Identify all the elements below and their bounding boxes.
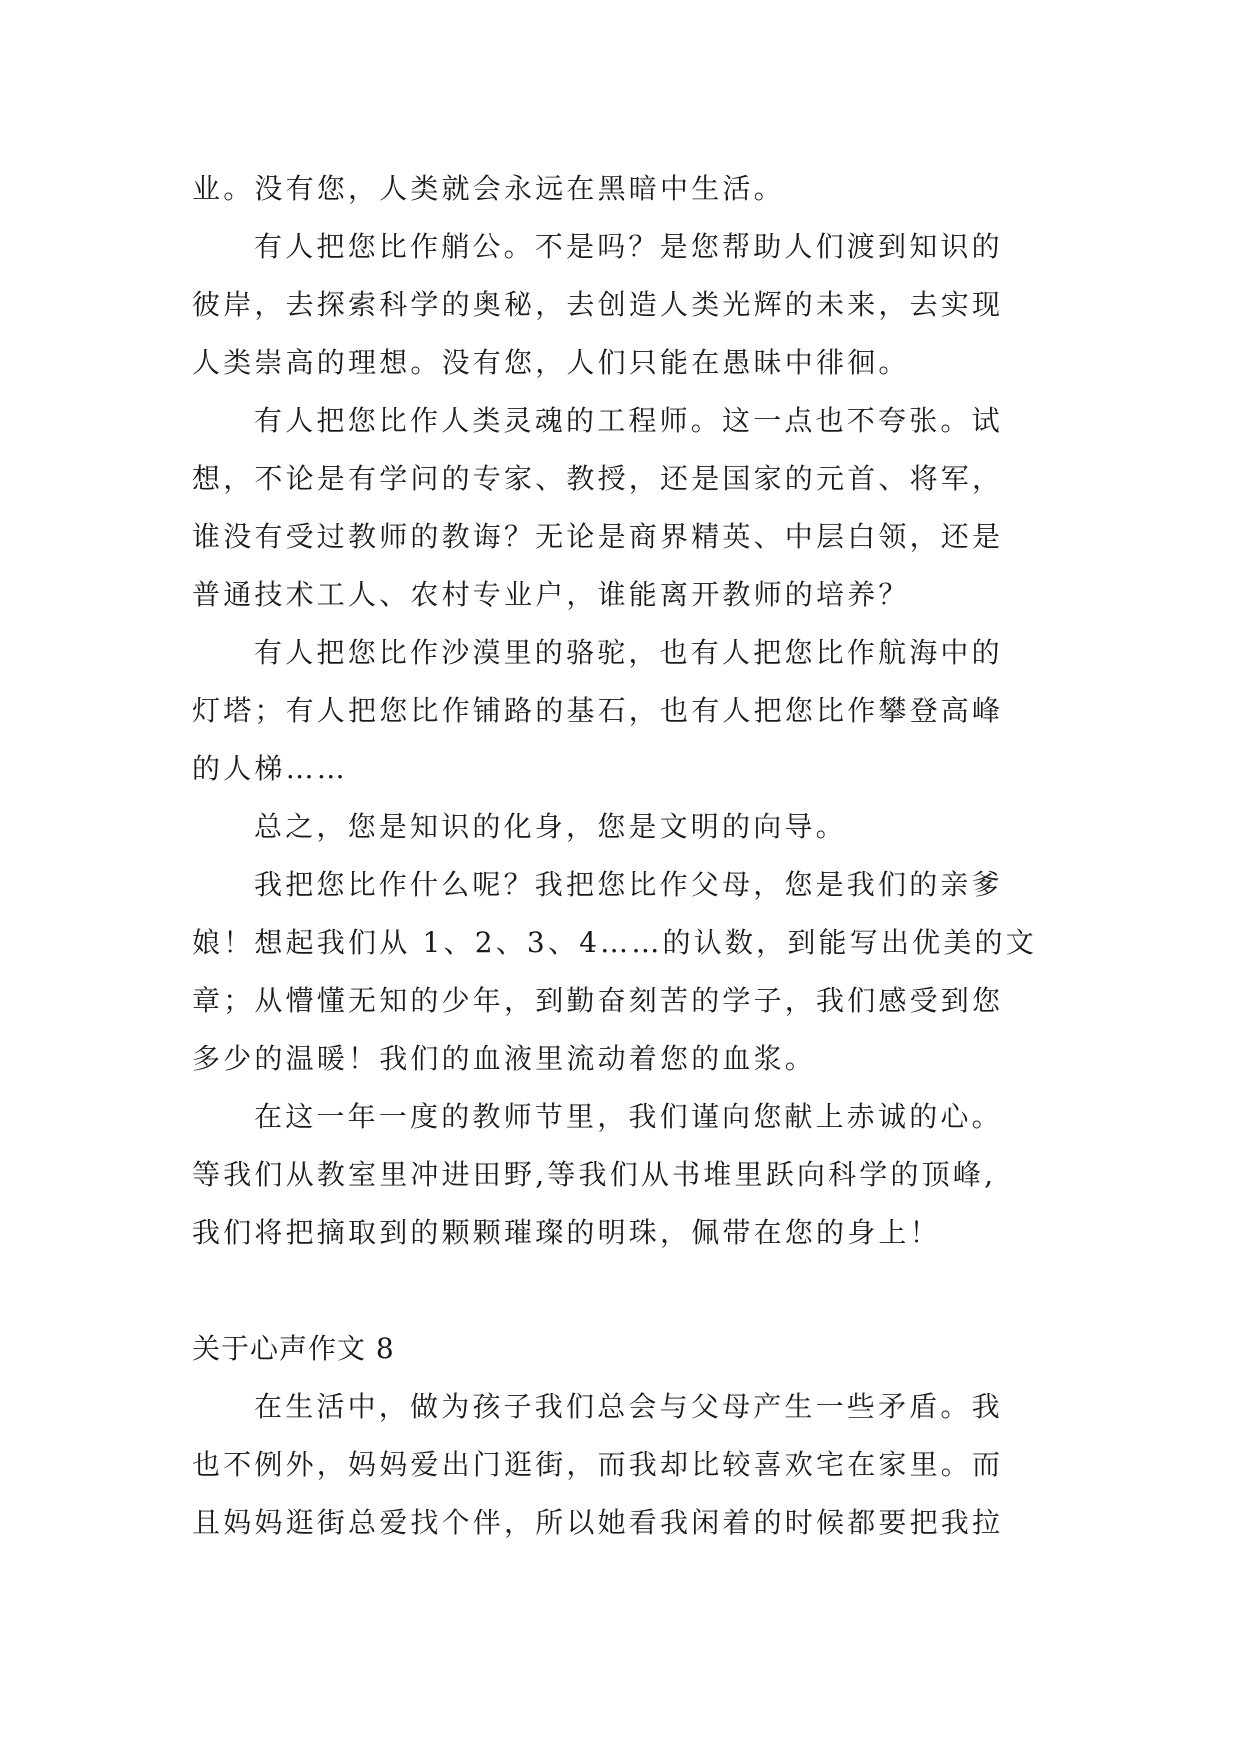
section-title: 关于心声作文 8 — [192, 1332, 395, 1365]
text-line: 想，不论是有学问的专家、教授，还是国家的元首、将军， — [192, 462, 1004, 495]
spacer — [192, 1262, 1072, 1320]
paragraph-teachers-day — [192, 1088, 1072, 1262]
paragraph-engineer — [192, 392, 1072, 624]
text-line: 在这一年一度的教师节里，我们谨向您献上赤诚的心。 — [254, 1100, 1003, 1133]
text-line: 多少的温暖！我们的血液里流动着您的血浆。 — [192, 1042, 817, 1075]
text-line: 有人把您比作沙漠里的骆驼，也有人把您比作航海中的 — [254, 636, 1003, 669]
text-line: 等我们从教室里冲进田野,等我们从书堆里跃向科学的顶峰, — [192, 1158, 997, 1191]
paragraph-summary — [192, 798, 1072, 856]
text-line: 我把您比作什么呢？我把您比作父母，您是我们的亲爹 — [254, 868, 1003, 901]
paragraph-camel — [192, 624, 1072, 798]
text-line: 有人把您比作人类灵魂的工程师。这一点也不夸张。试 — [254, 404, 1003, 437]
text-line: 普通技术工人、农村专业户，谁能离开教师的培养？ — [192, 578, 910, 611]
text-line: 谁没有受过教师的教诲？无论是商界精英、中层白领，还是 — [192, 520, 1004, 553]
text-line: 总之，您是知识的化身，您是文明的向导。 — [254, 810, 847, 843]
paragraph-parents — [192, 856, 1072, 1088]
text-line: 且妈妈逛街总爱找个伴，所以她看我闲着的时候都要把我拉 — [192, 1506, 1004, 1539]
paragraph-boatman — [192, 218, 1072, 392]
text-line: 业。没有您，人类就会永远在黑暗中生活。 — [192, 172, 785, 205]
section-heading — [192, 1320, 1072, 1378]
text-line: 也不例外，妈妈爱出门逛街，而我却比较喜欢宅在家里。而 — [192, 1448, 1004, 1481]
paragraph-continuation — [192, 160, 1072, 218]
text-line: 彼岸，去探索科学的奥秘，去创造人类光辉的未来，去实现 — [192, 288, 1004, 321]
text-line: 在生活中，做为孩子我们总会与父母产生一些矛盾。我 — [254, 1390, 1003, 1423]
text-line: 章；从懵懂无知的少年，到勤奋刻苦的学子，我们感受到您 — [192, 984, 1004, 1017]
paragraph-conflict — [192, 1378, 1072, 1552]
text-line: 灯塔；有人把您比作铺路的基石，也有人把您比作攀登高峰 — [192, 694, 1004, 727]
text-line: 娘！想起我们从 1、2、3、4……的认数，到能写出优美的文 — [192, 926, 1037, 959]
text-line: 我们将把摘取到的颗颗璀璨的明珠，佩带在您的身上！ — [192, 1216, 941, 1249]
document-body — [192, 160, 1072, 1552]
text-line: 人类崇高的理想。没有您，人们只能在愚昧中徘徊。 — [192, 346, 910, 379]
text-line: 的人梯…… — [192, 752, 349, 785]
text-line: 有人把您比作艄公。不是吗？是您帮助人们渡到知识的 — [254, 230, 1003, 263]
